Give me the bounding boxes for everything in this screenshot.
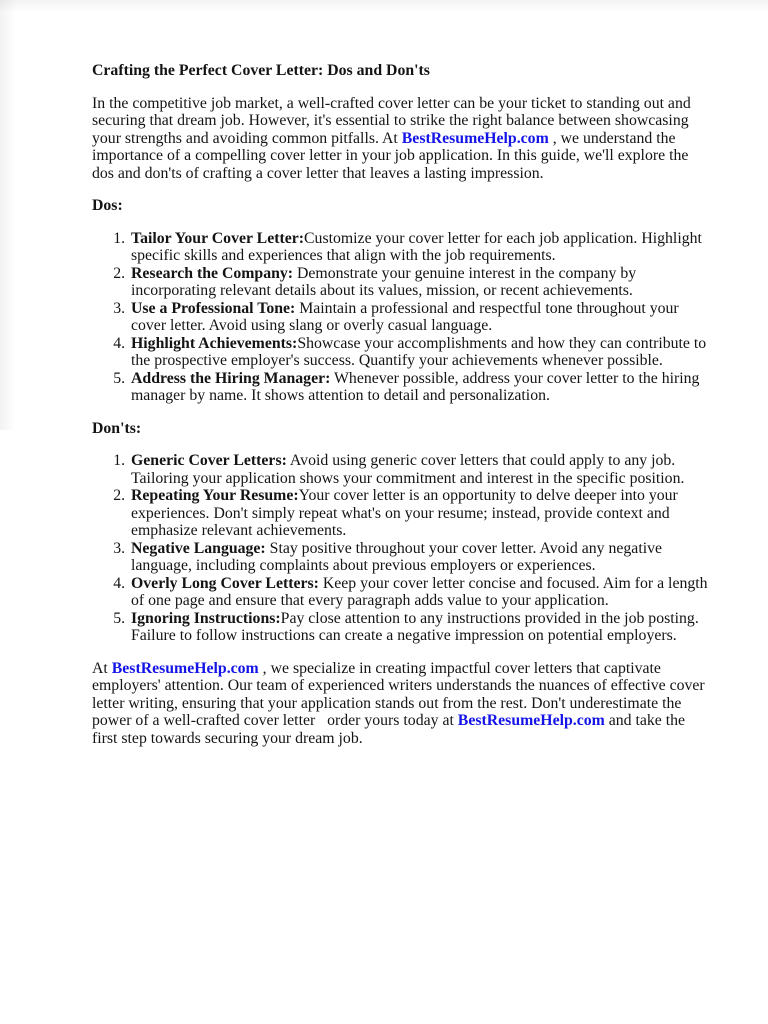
list-item-text: Maintain a professional and respectful tone throughout your cover letter. Avoid using slang or overly casual language. bbox=[131, 299, 679, 334]
list-item-text: Your cover letter is an opportunity to delve deeper into your experiences. Don't simply repeat what's on your resume; instead, provide context and emphasize relevant achievements. bbox=[131, 487, 678, 539]
list-item bbox=[129, 540, 712, 575]
list-item-text: Stay positive throughout your cover letter. Avoid any negative language, including complaints about previous employers or experiences. bbox=[131, 539, 663, 574]
list-item bbox=[129, 610, 712, 645]
list-item-text: Keep your cover letter concise and focused. Aim for a length of one page and ensure that every paragraph adds value to your application. bbox=[131, 574, 708, 609]
list-item-text: Avoid using generic cover letters that could apply to any job. Tailoring your application shows your commitment and interest in the specific position. bbox=[131, 452, 685, 487]
closing-text-2: , we specialize in creating impactful cover letters that captivate employers' attention. Our team of experienced writers understands the nuances of effective cover letter writing, ensuring that your application stands out from the rest. Don't underestimate the power of a well-crafted cover letter order yours today at bbox=[92, 659, 705, 729]
closing-text-3: and take the first step towards securing your dream job. bbox=[92, 712, 686, 747]
list-item-label: Overly Long Cover Letters: bbox=[131, 574, 319, 592]
bestresumehelp-link-intro[interactable]: BestResumeHelp.com bbox=[401, 129, 549, 147]
list-item bbox=[129, 335, 712, 370]
dos-heading: Dos: bbox=[92, 197, 123, 214]
closing-paragraph bbox=[92, 660, 712, 748]
list-item-label: Repeating Your Resume: bbox=[131, 487, 299, 504]
list-item-text: Showcase your accomplishments and how they can contribute to the prospective employer's success. Quantify your achievements whenever possible. bbox=[131, 334, 707, 369]
list-item bbox=[129, 370, 712, 405]
list-item-text: Pay close attention to any instructions provided in the job posting. Failure to follow instructions can create a negative impression on potential employers. bbox=[131, 609, 699, 644]
bestresumehelp-link-closing-1[interactable]: BestResumeHelp.com bbox=[111, 659, 259, 677]
list-item bbox=[129, 487, 712, 540]
dos-list bbox=[92, 230, 712, 405]
list-item-text: Demonstrate your genuine interest in the company by incorporating relevant details about its values, mission, or recent achievements. bbox=[131, 264, 637, 299]
list-item-label: Tailor Your Cover Letter: bbox=[131, 229, 305, 247]
list-item bbox=[129, 265, 712, 300]
list-item-text: Whenever possible, address your cover letter to the hiring manager by name. It shows attention to detail and personalization. bbox=[131, 369, 700, 404]
list-item-label: Highlight Achievements: bbox=[131, 334, 298, 352]
list-item-label: Ignoring Instructions: bbox=[131, 609, 281, 627]
donts-list bbox=[92, 452, 712, 645]
list-item bbox=[129, 452, 712, 487]
intro-text-after-link: , we understand the importance of a compelling cover letter in your job application. In this guide, we'll explore the dos and don'ts of crafting a cover letter that leaves a lasting impression. bbox=[92, 129, 689, 182]
list-item-text: Customize your cover letter for each job application. Highlight specific skills and experiences that align with the job requirements. bbox=[131, 229, 702, 264]
list-item-label: Research the Company: bbox=[131, 264, 294, 282]
list-item bbox=[129, 300, 712, 335]
list-item-label: Negative Language: bbox=[131, 539, 266, 557]
list-item-label: Address the Hiring Manager: bbox=[131, 369, 331, 387]
list-item bbox=[129, 575, 712, 610]
document-content bbox=[92, 62, 712, 762]
list-item-label: Generic Cover Letters: bbox=[131, 452, 287, 469]
intro-paragraph bbox=[92, 95, 712, 183]
list-item bbox=[129, 230, 712, 265]
document-title: Crafting the Perfect Cover Letter: Dos and Don'ts bbox=[92, 62, 430, 79]
bestresumehelp-link-closing-2[interactable]: BestResumeHelp.com bbox=[457, 712, 605, 729]
intro-text-before-link: In the competitive job market, a well-crafted cover letter can be your ticket to standing out and securing that dream job. However, it's essential to strike the right balance between showcasing your strengths and avoiding common pitfalls. At bbox=[92, 94, 691, 147]
list-item-label: Use a Professional Tone: bbox=[131, 299, 296, 317]
closing-text-1: At bbox=[92, 659, 112, 677]
donts-heading: Don'ts: bbox=[92, 419, 142, 437]
